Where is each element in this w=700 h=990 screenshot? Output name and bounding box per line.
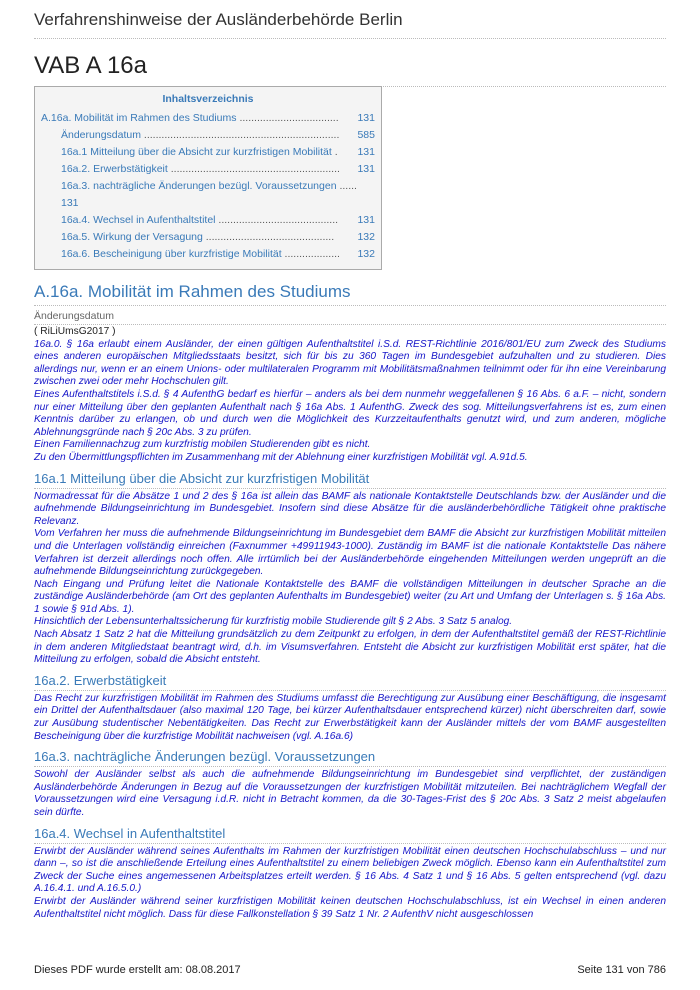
- toc-item[interactable]: 16a.4. Wechsel in Aufenthaltstitel ......................................... 131: [61, 214, 375, 226]
- paragraph: Normadressat für die Absätze 1 und 2 des § 16a ist allein das BAMF als nationale Kontaktstelle Deutschlands bzw. der Ausländer und die aufnehmende Bildungseinrichtung im Bundesgebiet. Insofern sind diese Absätze für die ausländerbehördliche Tätigkeit ohne praktische Relevanz.: [34, 490, 666, 527]
- toc-heading: Inhaltsverzeichnis: [162, 93, 254, 105]
- subsection-title: 16a.2. Erwerbstätigkeit: [34, 673, 666, 691]
- main-content: [34, 282, 666, 921]
- toc-item[interactable]: 16a.2. Erwerbstätigkeit .......................................................... 131: [61, 163, 375, 175]
- table-of-contents: [34, 86, 382, 270]
- page-number: Seite 131 von 786: [577, 964, 666, 976]
- paragraph: Zu den Übermittlungspflichten im Zusammenhang mit der Ablehnung einer kurzfristigen Mobilität vgl. A.91d.5.: [34, 451, 528, 463]
- paragraph: Eines Aufenthaltstitels i.S.d. § 4 AufenthG bedarf es hierfür – anders als bei dem nunmehr weggefallenen § 16 Abs. 6 a.F. – nicht, sondern nur einer Mitteilung über den geplanten Aufenthalt nach § 16a Abs. 1 AufenthG. Zweck des sog. Mitteilungsverfahrens ist es, zum einen Kenntnis darüber zu erlangen, ob und durch wen die Möglichkeit des Kurzzeitaufenthalts genutzt wird, und zum anderen, mögliche Ablehnungsgründe nach § 20c Abs. 3 zu prüfen.: [34, 388, 666, 438]
- paragraph: Das Recht zur kurzfristigen Mobilität im Rahmen des Studiums umfasst die Berechtigung zur Ausübung einer Beschäftigung, die insgesamt ein Drittel der Aufenthaltsdauer (also maximal 120 Tage, bei kürzer Aufenthaltsdauer entsprechend kürzer) nicht überschreiten darf, sowie zur Ausübung studentischer Nebentätigkeiten. Das Recht zur Erwerbstätigkeit kann der Ausländer mittels der vom BAMF ausgestellten Bescheinigung über die kurzfristige Mobilität nachweisen (vgl. A.16a.6): [34, 692, 666, 742]
- creation-date: Dieses PDF wurde erstellt am: 08.08.2017: [34, 964, 241, 976]
- paragraph: Nach Absatz 1 Satz 2 hat die Mitteilung grundsätzlich zu dem Zeitpunkt zu erfolgen, in dem der Aufenthaltstitel gemäß der REST-Richtlinie in dem anderen Mitgliedstaat beantragt wird, d.h. im Visumsverfahren. Entsteht die Absicht zur kurzfristigen Mobilität erst später, hat die Mitteilung zu erfolgen, sobald die Absicht entsteht.: [34, 629, 666, 666]
- change-date-value: ( RiLiUmsG2017 ): [34, 326, 116, 337]
- toc-item-page-wrap[interactable]: 131: [61, 197, 79, 209]
- section-title: A.16a. Mobilität im Rahmen des Studiums: [34, 282, 666, 306]
- toc-item[interactable]: 16a.3. nachträgliche Änderungen bezügl. Voraussetzungen ......: [61, 180, 357, 192]
- change-date-label: Änderungsdatum: [34, 310, 666, 325]
- toc-item[interactable]: 16a.1 Mitteilung über die Absicht zur kurzfristigen Mobilität . 131: [61, 146, 375, 158]
- toc-item[interactable]: A.16a. Mobilität im Rahmen des Studiums .................................. 131: [41, 112, 375, 124]
- toc-item[interactable]: 16a.6. Bescheinigung über kurzfristige Mobilität ................... 132: [61, 248, 375, 260]
- paragraph: Erwirbt der Ausländer während seiner kurzfristigen Mobilität keinen deutschen Hochschulabschluss, ist ein Wechsel in einen anderen Aufenthaltstitel nicht möglich. Dass für diese Fallkonstellation § 39 Satz 1 Nr. 2 AufenthV nicht ausgeschlossen: [34, 895, 666, 920]
- subsection-title: 16a.4. Wechsel in Aufenthaltstitel: [34, 826, 666, 844]
- toc-item[interactable]: Änderungsdatum ................................................................... 585: [61, 129, 375, 141]
- toc-item[interactable]: 16a.5. Wirkung der Versagung ............................................ 132: [61, 231, 375, 243]
- paragraph: Einen Familiennachzug zum kurzfristig mobilen Studierenden gibt es nicht.: [34, 439, 371, 451]
- paragraph: Hinsichtlich der Lebensunterhaltssicherung für kurzfristig mobile Studierende gilt § 2 Abs. 3 Satz 5 analog.: [34, 616, 513, 628]
- page-footer: [34, 964, 666, 976]
- paragraph: Nach Eingang und Prüfung leitet die Nationale Kontaktstelle des BAMF die vollständigen Mitteilungen in deutscher Sprache an die zuständige Ausländerbehörde (am Ort des geplanten Aufenthalts im Bundesgebiet) weiter (zu Art und Umfang der Unterlagen s. § 16a Abs. 1 sowie § 91d Abs. 1).: [34, 578, 666, 615]
- running-header: Verfahrenshinweise der Ausländerbehörde Berlin: [34, 10, 666, 39]
- paragraph: 16a.0. § 16a erlaubt einem Ausländer, der einen gültigen Aufenthaltstitel i.S.d. REST-Richtlinie 2016/801/EU zum Zweck des Studiums eines anderen europäischen Mitgliedsstaats besitzt, sich für bis zu 360 Tagen im Bundesgebiet aufzuhalten und zu studieren. Dies allerdings nur, wenn er an einem Unions- oder multilateralen Programm mit Mobilitätsmaßnahmen teilnimmt oder für ihn eine Vereinbarung zwischen zwei oder mehr Hochschulen gilt.: [34, 338, 666, 388]
- paragraph: Sowohl der Ausländer selbst als auch die aufnehmende Bildungseinrichtung im Bundesgebiet sind verpflichtet, der zuständigen Ausländerbehörde Änderungen in Bezug auf die Voraussetzungen der kurzfristigen Mobilität mitzuteilen. Bei nachträglichem Wegfall der Voraussetzungen wird eine Versagung i.d.R. nicht in Betracht kommen, da die 30-Tages-Frist des § 20c Abs. 3 Satz 2 meist abgelaufen sein dürfte.: [34, 769, 666, 818]
- subsection-title: 16a.1 Mitteilung über die Absicht zur kurzfristigen Mobilität: [34, 471, 666, 489]
- paragraph: Erwirbt der Ausländer während seines Aufenthalts im Rahmen der kurzfristigen Mobilität einen deutschen Hochschulabschluss – und nur dann –, so ist die anschließende Erteilung eines Aufenthaltstitel zu einem beliebigen Zweck möglich. Ebenso kann ein Aufenthaltstitel zum Zweck der Suche eines angemessenen Arbeitsplatzes erteilt werden. § 16 Abs. 4 Satz 1 und § 16 Abs. 5 gelten entsprechend (vgl. dazu A.16.4.1. und A.16.5.0.): [34, 845, 666, 895]
- subsection-title: 16a.3. nachträgliche Änderungen bezügl. Voraussetzungen: [34, 749, 666, 767]
- paragraph: Vom Verfahren her muss die aufnehmende Bildungseinrichtung im Bundesgebiet dem BAMF die Absicht zur kurzfristigen Mobilität mitteilen und die Unterlagen vollständig einreichen (Faxnummer +49911943-1000). Zuständig im BAMF ist die nationale Kontaktstelle Das nähere Verfahren ist derzeit allerdings noch offen. Alle irrtümlich bei der Ausländerbehörde eingehenden Mitteilungen werden ungeprüft an die aufnehmende Bildungseinrichtung zurückgegeben.: [34, 528, 666, 578]
- document-title: VAB A 16a: [34, 52, 666, 87]
